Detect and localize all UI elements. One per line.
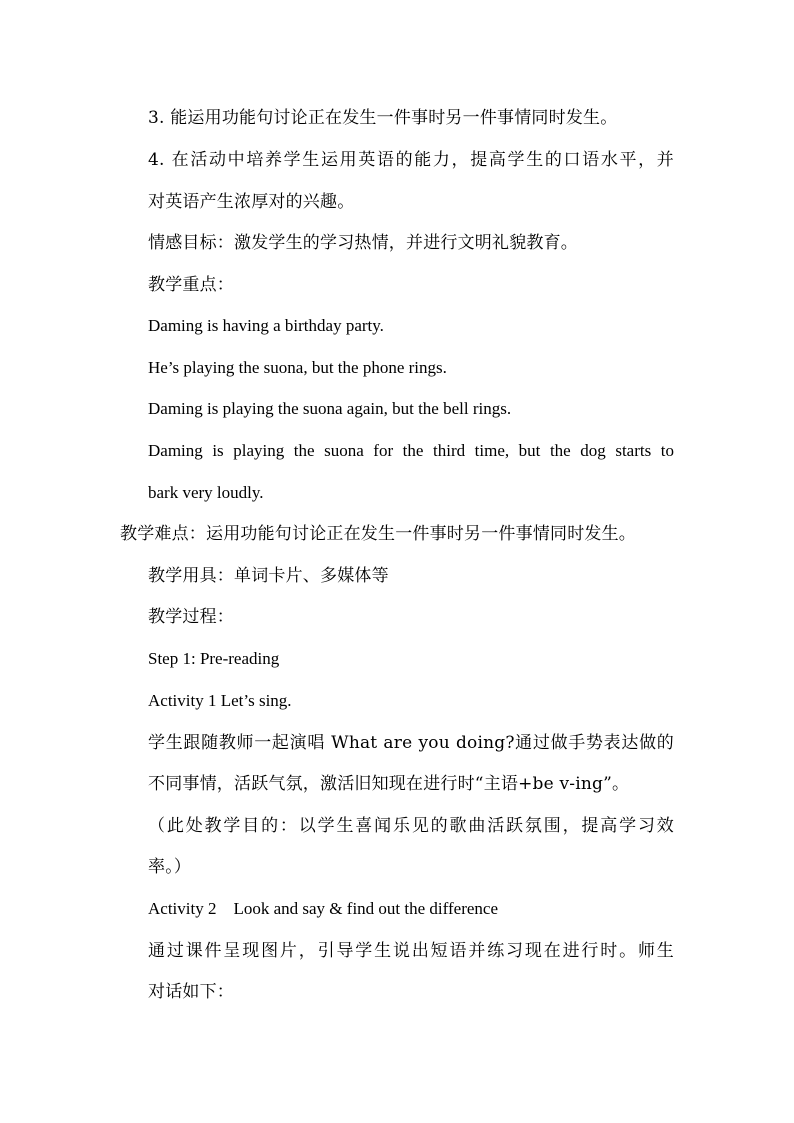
activity-1-desc-line-1: 学生跟随教师一起演唱 What are you doing?通过做手势表达做的 (148, 733, 674, 753)
activity-2-desc-line-1: 通过课件呈现图片，引导学生说出短语并练习现在进行时。师生 (148, 941, 674, 961)
activity-2-desc-line-2: 对话如下： (148, 982, 234, 1002)
activity-2-heading: Activity 2 Look and say & find out the difference (148, 899, 498, 918)
step-1-heading: Step 1: Pre-reading (148, 649, 280, 668)
key-sentence-4-line-2: bark very loudly. (148, 483, 264, 502)
key-sentence-2: He’s playing the suona, but the phone rings. (148, 358, 447, 377)
activity-1-heading: Activity 1 Let’s sing. (148, 691, 292, 710)
activity-1-desc-line-2: 不同事情，活跃气氛，激活旧知现在进行时“主语+be v-ing”。 (148, 774, 630, 794)
teaching-process-heading: 教学过程： (148, 607, 234, 627)
key-points-heading: 教学重点： (148, 275, 234, 295)
teaching-aids: 教学用具：单词卡片、多媒体等 (148, 566, 389, 586)
objective-4-line-1: 4. 在活动中培养学生运用英语的能力，提高学生的口语水平，并 (148, 150, 674, 170)
objective-3: 3. 能运用功能句讨论正在发生一件事时另一件事情同时发生。 (148, 108, 618, 128)
activity-1-purpose-line-2: 率。） (148, 857, 192, 877)
key-sentence-1: Daming is having a birthday party. (148, 316, 384, 335)
emotional-goal: 情感目标：激发学生的学习热情，并进行文明礼貌教育。 (148, 233, 578, 253)
difficult-points: 教学难点：运用功能句讨论正在发生一件事时另一件事情同时发生。 (120, 524, 636, 544)
key-sentence-4-line-1: Daming is playing the suona for the third time, but the dog starts to (148, 441, 674, 460)
activity-1-purpose-line-1: （此处教学目的：以学生喜闻乐见的歌曲活跃氛围，提高学习效 (148, 816, 674, 836)
key-sentence-3: Daming is playing the suona again, but the bell rings. (148, 399, 512, 418)
objective-4-line-2: 对英语产生浓厚对的兴趣。 (148, 192, 355, 212)
